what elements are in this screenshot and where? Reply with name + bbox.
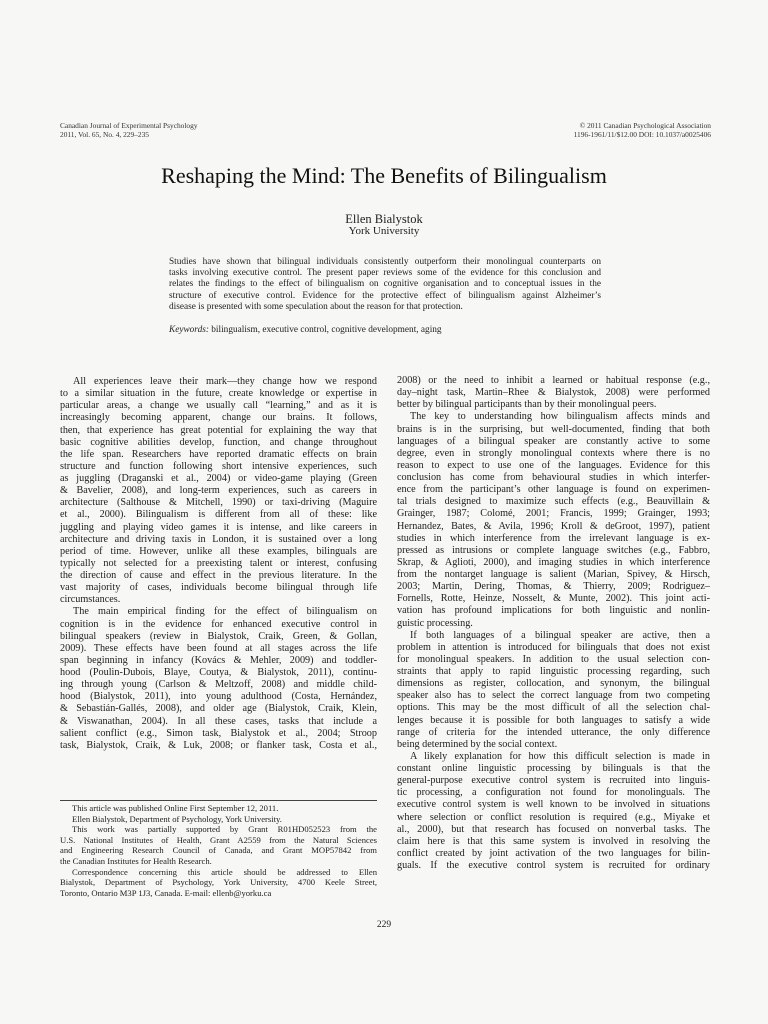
body-line: speaker also has to select the correct language from two competing [397, 690, 710, 702]
body-line: circumstances. [60, 594, 121, 606]
keywords [169, 325, 601, 336]
body-line: structure and function following short intensive experiences, such [60, 460, 377, 472]
body-line: 2003; Martin, Dering, Thomas, & Thierry, 2009; Rodriguez– [397, 581, 710, 593]
footnote-divider [60, 800, 377, 801]
journal-volume: 2011, Vol. 65, No. 4, 229–235 [60, 129, 149, 139]
body-line: architecture and driving taxis in London, it is sustained over a long [60, 533, 377, 545]
body-line: where selection or conflict resolution is required (e.g., Miyake et [397, 811, 710, 823]
body-line: juggling and playing video games it is intense, and like careers in [60, 521, 377, 533]
body-line: vation has profound implications for both linguistic and nonlin- [397, 605, 710, 617]
abstract-line: disease is presented with some speculation about the reason for that protection. [169, 301, 463, 312]
body-line: al., 2000), but that research has focused on nonverbal tasks. The [397, 823, 710, 835]
body-line: Skrap, & Aglioti, 2000), and imaging studies in which interference [397, 556, 710, 568]
doi-line: 1196-1961/11/$12.00 DOI: 10.1037/a0025406 [573, 129, 711, 139]
body-line: All experiences leave their mark—they change how we respond [73, 376, 377, 387]
body-line: salient conflict (e.g., Simon task, Bialystok et al., 2004; Stroop [60, 727, 377, 739]
footnote-line: Toronto, Ontario M3P 1J3, Canada. E-mail: ellenb@yorku.ca [60, 887, 272, 898]
body-line: options. This may be the most difficult of all the selection chal- [397, 702, 710, 714]
abstract-line: Studies have shown that bilingual individuals consistently outperform their monolingual counterparts on [169, 257, 601, 267]
footnote-line: and Engineering Research Council of Canada, and Grant MOP57842 from [60, 845, 377, 856]
abstract [169, 257, 601, 313]
author-name: Ellen Bialystok [345, 212, 423, 226]
footnote-line: the Canadian Institutes for Health Research. [60, 855, 212, 866]
body-line: hood (Bialystok, 2011), into young adulthood (Costa, Hernández, [60, 691, 377, 703]
footnotes [60, 803, 377, 898]
body-line: degree, even in strongly monolingual contexts where there is no [397, 447, 710, 459]
body-line: & Sebastián-Gallés, 2008), and older age (Bialystok, Craik, Klein, [60, 703, 377, 715]
body-line: basic cognitive abilities develop, function, and change throughout [60, 436, 377, 448]
body-line: Grainger, 1987; Colomé, 2001; Francis, 1999; Grainger, 1993; [397, 508, 710, 520]
body-line: 2009). These effects have been found at all stages across the life [60, 642, 377, 654]
body-line: then, that experience has great potential for explaining the way that [60, 424, 377, 436]
journal-header-right [574, 122, 711, 139]
body-line: If both languages of a bilingual speaker are active, then a [410, 629, 710, 641]
body-line: languages of a bilingual speaker are constantly active to some [397, 435, 710, 447]
body-line: architecture (Salthouse & Mitchell, 1990) or taxi-driving (Maguire [60, 497, 377, 509]
body-line: straints that apply to rapid linguistic processing regarding, such [397, 666, 710, 677]
journal-name: Canadian Journal of Experimental Psychology [60, 121, 198, 130]
body-line: tal trials designed to maximize such effects (e.g., Beauvillain & [397, 496, 710, 508]
page-number: 229 [376, 920, 392, 930]
body-line: The main empirical finding for the effect of bilingualism on [73, 606, 377, 618]
body-line: & Viswanathan, 2004). In all these cases, tasks that include a [60, 715, 377, 727]
keywords-label: Keywords: [169, 325, 209, 335]
body-line: typically not selected for a preexisting talent or interest, confusing [60, 557, 377, 569]
footnote-line: This work was partially supported by Grant R01HD052523 from the [72, 824, 377, 835]
body-line: from the nontarget language is salient (Marian, Spivey, & Hirsch, [397, 569, 710, 580]
body-line: pressed as intrusions or complete language switches (e.g., Fabbro, [397, 544, 710, 556]
footnote-line: This article was published Online First September 12, 2011. [72, 803, 279, 813]
body-line: increasingly becoming apparent, change our brains. It follows, [60, 412, 377, 424]
body-line: & Bavelier, 2008), and long-term experiences, such as careers in [60, 485, 377, 497]
body-line: tic processing, a configuration not found for monolinguals. The [397, 787, 710, 799]
copyright-line: © 2011 Canadian Psychological Association [579, 121, 711, 130]
footnote-line: Bialystok, Department of Psychology, York University, 4700 Keele Street, [60, 877, 377, 888]
article-title: Reshaping the Mind: The Benefits of Bilingualism [161, 163, 607, 188]
body-line: The key to understanding how bilingualism affects minds and [410, 411, 710, 423]
body-line: day–night task, Martin–Rhee & Bialystok, 2008) were performed [397, 387, 710, 399]
body-line: cognition is in the evidence for enhanced executive control in [60, 618, 377, 630]
body-line: ing through young (Carlson & Meltzoff, 2008) and middle child- [60, 679, 377, 691]
footnote-line: U.S. National Institutes of Health, Grant A2559 from the Natural Sciences [60, 834, 377, 845]
body-line: constant online linguistic processing by bilinguals is that the [397, 763, 710, 774]
body-line: span beginning in infancy (Kovács & Mehler, 2009) and toddler- [60, 654, 377, 666]
body-line: brains is in the surprising, but well-documented, finding that both [397, 423, 710, 435]
body-line: being determined by the social context. [397, 738, 558, 750]
keywords-text: bilingualism, executive control, cognitive development, aging [208, 325, 442, 335]
body-line: the direction of cause and effect in the previous literature. In the [60, 570, 377, 581]
body-line: conclusion has come from behavioural studies in which interfer- [397, 472, 710, 483]
body-line: particular areas, a change we usually call “learning,” and as it is [60, 400, 377, 412]
body-line: range of criteria for the intended utterance, the only difference [397, 726, 710, 738]
journal-header-left [60, 122, 198, 139]
body-line: A likely explanation for how this difficult selection is made in [410, 750, 710, 762]
body-line: general-purpose executive control system is recruited into linguis- [397, 775, 710, 787]
abstract-line: relates the findings to the effect of bilingualism on cognitive organisation and to conceptual issues in the [169, 279, 601, 290]
body-line: as juggling (Draganski et al., 2004) or video-game playing (Green [60, 473, 377, 484]
body-line: to a similar situation in the future, create knowledge or expertise in [60, 388, 377, 400]
body-line: 2008) or the need to inhibit a learned or habitual response (e.g., [397, 375, 710, 386]
author-affiliation: York University [348, 225, 420, 237]
footnote-line: Correspondence concerning this article should be addressed to Ellen [72, 866, 377, 877]
body-line: better by bilingual participants than by their monolingual peers. [397, 399, 657, 411]
body-line: the life span. Researchers have reported dramatic effects on brain [60, 448, 377, 460]
body-line: Fornells, Rotte, Heinze, Nosselt, & Munte, 2002). This joint acti- [397, 593, 710, 605]
body-line: dimensions as register, collocation, and synonym, the bilingual [397, 678, 710, 690]
body-line: lenges because it is possible for both languages to satisfy a wide [397, 714, 710, 726]
body-line: conflict created by joint activation of the two languages for bilin- [397, 847, 710, 859]
body-line: guals. If the executive control system is recruited for ordinary [397, 860, 710, 871]
body-line: for monolingual speakers. In addition to the usual selection con- [397, 653, 710, 665]
abstract-line: structure of executive control. Evidence for the protective effect of bilingualism against Alzheimer’s [169, 290, 601, 301]
body-line: Hernandez, Bates, & Avila, 1996; Kroll & deGroot, 1997), patient [397, 520, 710, 532]
body-column-right [397, 375, 710, 872]
body-line: period of time. However, unlike all these examples, bilinguals are [60, 545, 377, 557]
body-line: et al., 2000). Bilingualism is different from all of these: like [60, 509, 377, 521]
body-line: claim here is that this same system is involved in resolving the [397, 835, 710, 847]
body-column-left [60, 376, 377, 752]
body-line: hood (Poulin-Dubois, Blaye, Coutya, & Bialystok, 2011), continu- [60, 667, 377, 678]
body-line: bilingual speakers (review in Bialystok, Craik, Green, & Gollan, [60, 630, 377, 642]
footnote-line: Ellen Bialystok, Department of Psychology, York University. [72, 813, 282, 824]
body-line: executive control system is well known to be involved in situations [397, 799, 710, 811]
body-line: problem in attention is introduced for bilinguals that does not exist [397, 641, 710, 653]
body-line: guistic processing. [397, 617, 473, 629]
body-line: vast majority of cases, individuals become bilingual through life [60, 582, 377, 594]
body-line: studies in which interference from the irrelevant language is ex- [397, 532, 710, 544]
body-line: ence from the participant’s other language is found on experimen- [397, 484, 710, 496]
abstract-line: tasks involving executive control. The present paper reviews some of the evidence for this conclusion and [169, 268, 601, 279]
body-line: task, Bialystok, Craik, & Luk, 2008; or flanker task, Costa et al., [60, 739, 377, 751]
body-line: reason to expect to use one of the languages. Evidence for this [397, 459, 710, 471]
